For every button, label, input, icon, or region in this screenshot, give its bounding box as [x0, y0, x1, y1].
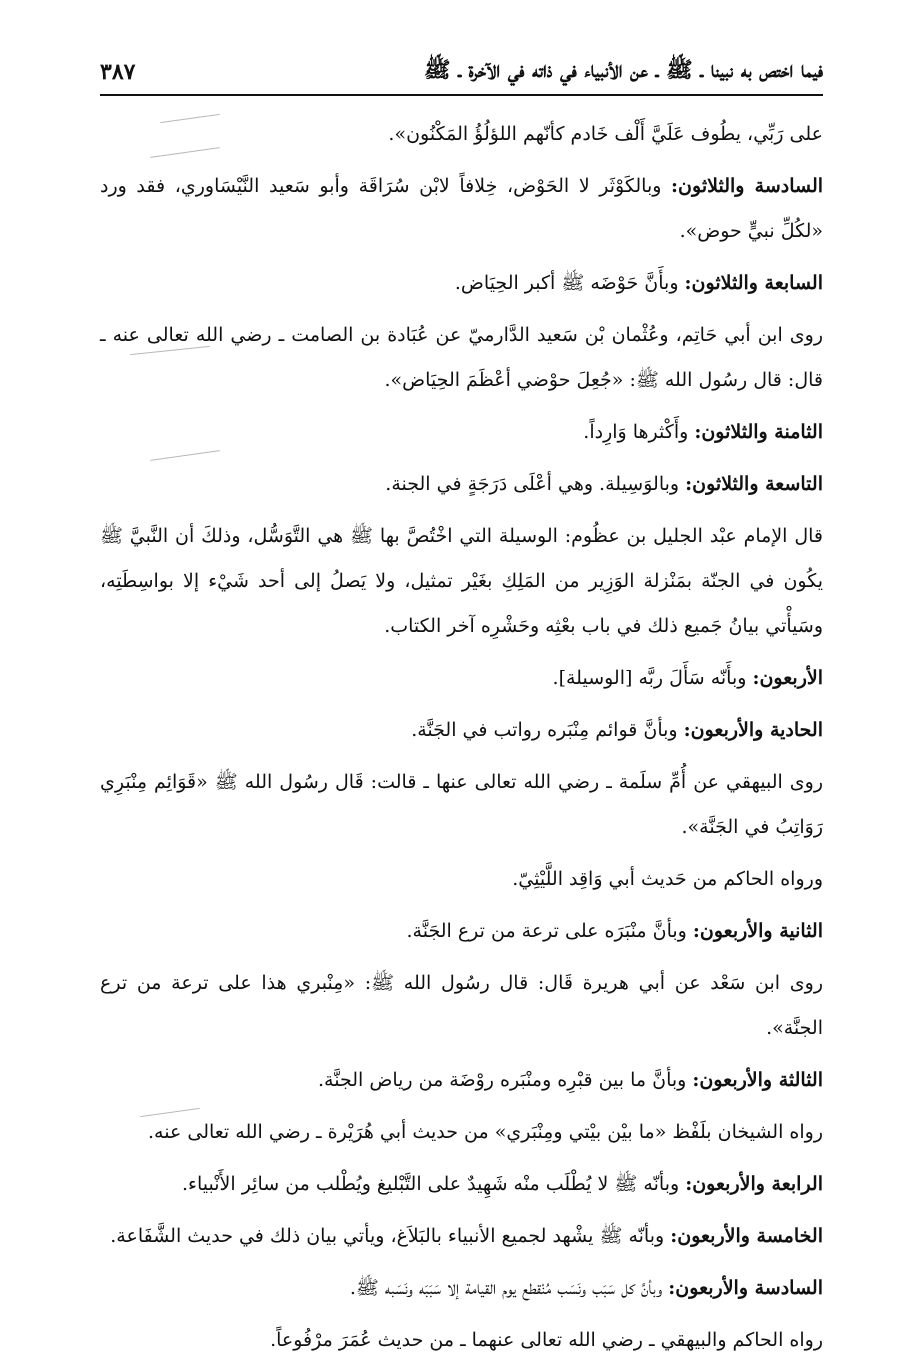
paragraph	[100, 462, 823, 507]
paragraph	[100, 909, 823, 954]
paragraph-text: رواه الشيخان بلَفْظ «ما بيْن بيْتي ومِنْبَري» من حديث أبي هُرَيْرة ـ رضي الله تعالى عنه.	[148, 1121, 823, 1143]
paragraph	[100, 514, 823, 649]
paragraph	[100, 1214, 823, 1259]
paragraph-text: وبأنَّ ما بين قبْرِه ومنْبَره روْضَة من رياض الجنَّة.	[318, 1069, 693, 1091]
section-label: الرابعة والأربعون:	[685, 1173, 823, 1195]
paragraph-text: وبالوَسِيلة. وهي أعْلَى دَرَجَةٍ في الجنة.	[385, 473, 686, 495]
paragraph	[100, 1162, 823, 1207]
paragraph	[100, 1058, 823, 1103]
paragraph-text: وبأنّه ﷺ لا يُطْلَب منْه شَهِيدٌ على التَّبْليغ ويُطْلب من سائِر الأَنْبياء.	[182, 1173, 686, 1195]
section-label: الحادية والأربعون:	[683, 719, 823, 741]
paragraph	[100, 857, 823, 902]
running-title: فيما اختص به نبينا ـ ﷺ ـ عن الأنبياء في ذاته في الآخرة ـ ﷺ	[424, 57, 823, 83]
paragraph-text: روى البيهقي عن أُمِّ سلَمة ـ رضي الله تعالى عنها ـ قالت: قَال رسُول الله ﷺ «قَوَائِم مِنْبَرِي رَوَاتِبُ في الجَنَّة».	[100, 771, 823, 838]
section-label: السابعة والثلاثون:	[684, 272, 823, 294]
paragraph-text: وبأنَّ قوائم مِنْبَره رواتب في الجَنَّة.	[411, 719, 684, 741]
paragraph-text: وأَكْثرها وَارِداً.	[583, 421, 695, 443]
page-number: ٣٨٧	[100, 59, 136, 85]
paragraph-text: رواه الحاكم والبيهقي ـ رضي الله تعالى عنهما ـ من حديث عُمَرَ مرْفُوعاً.	[270, 1329, 823, 1351]
paragraph	[100, 112, 823, 157]
page-body	[100, 112, 823, 1370]
paragraph	[100, 961, 823, 1051]
section-label: السادسة والثلاثون:	[671, 175, 824, 197]
paragraph	[100, 313, 823, 403]
paragraph-text: وبأَنّه سَأَلَ ربَّه [الوسيلة].	[552, 667, 753, 689]
paragraph	[100, 708, 823, 753]
paragraph-text: روى ابن سَعْد عن أبي هريرة قَال: قال رسُول الله ﷺ: «مِنْبري هذا على ترعة من ترع الجنَّة».	[100, 972, 823, 1039]
paragraph	[100, 1318, 823, 1363]
paragraph	[100, 164, 823, 254]
paragraph	[100, 410, 823, 455]
section-label: الخامسة والأربعون:	[670, 1225, 823, 1247]
section-label: الثامنة والثلاثون:	[694, 421, 823, 443]
section-label: الثانية والأربعون:	[692, 920, 823, 942]
paragraph-text: على رَبِّي، يطُوف عَلَيَّ أَلْف خَادم كأنّهم اللؤلُؤُ المَكْنُون».	[388, 123, 823, 145]
section-label: الثالثة والأربعون:	[692, 1069, 823, 1091]
paragraph-text: وبأنَّ كل سَبَب ونَسَب مُنْقطع يوم القيامة إلا سَبَبَه ونَسَبه ﷺ.	[349, 1277, 669, 1299]
paragraph-text: وبالكَوْثَر لا الحَوْض، خِلافاً لابْن سُرَاقَة وأبو سَعيد النَّيْسَاوري، فقد ورد «لكُلِّ نبيٍّ حوض».	[100, 175, 823, 242]
paragraph-text: قال الإمام عبْد الجليل بن عظُوم: الوسيلة التي اخْتُصَّ بها ﷺ هي التَّوَسُّل، وذلكَ أن النَّبيَّ ﷺ يكُون في الجنّة بمَنْزلة الوَزِير من المَلِكِ بغَيْر تمثيل، ولا يَصلُ إلى أحد شَيْء إلا بواسِطَتِه، وسَيأْتي بيانُ جَميع ذلك في باب بعْثِه وحَشْرِه آخر الكتاب.	[100, 525, 823, 637]
paragraph-text: روى ابن أبي حَاتِم، وعُثْمان بْن سَعيد الدَّارميّ عن عُبَادة بن الصامت ـ رضي الله تعالى عنه ـ قال: قال رسُول الله ﷺ: «جُعِلَ حوْضي أعْظَمَ الحِيَاض».	[100, 324, 823, 391]
paragraph	[100, 656, 823, 701]
paragraph	[100, 1266, 823, 1311]
paragraph	[100, 1110, 823, 1155]
section-label: التاسعة والثلاثون:	[685, 473, 823, 495]
paragraph	[100, 760, 823, 850]
page-header	[100, 50, 823, 96]
paragraph-text: ورواه الحاكم من حَديث أبي وَاقِد اللَّيْثِيّ.	[512, 868, 823, 890]
section-label: الأربعون:	[752, 667, 823, 689]
paragraph	[100, 261, 823, 306]
section-label: السادسة والأربعون:	[668, 1277, 823, 1299]
paragraph-text: وبأنّه ﷺ يشْهد لجميع الأنبياء بالبَلاَغ، ويأتي بيان ذلك في حديث الشَّفَاعة.	[110, 1225, 671, 1247]
paragraph-text: وبأَنَّ حَوْضَه ﷺ أكبر الحِيَاض.	[454, 272, 685, 294]
paragraph-text: وبأنَّ منْبَرَه على ترعة من ترع الجَنَّة.	[406, 920, 693, 942]
